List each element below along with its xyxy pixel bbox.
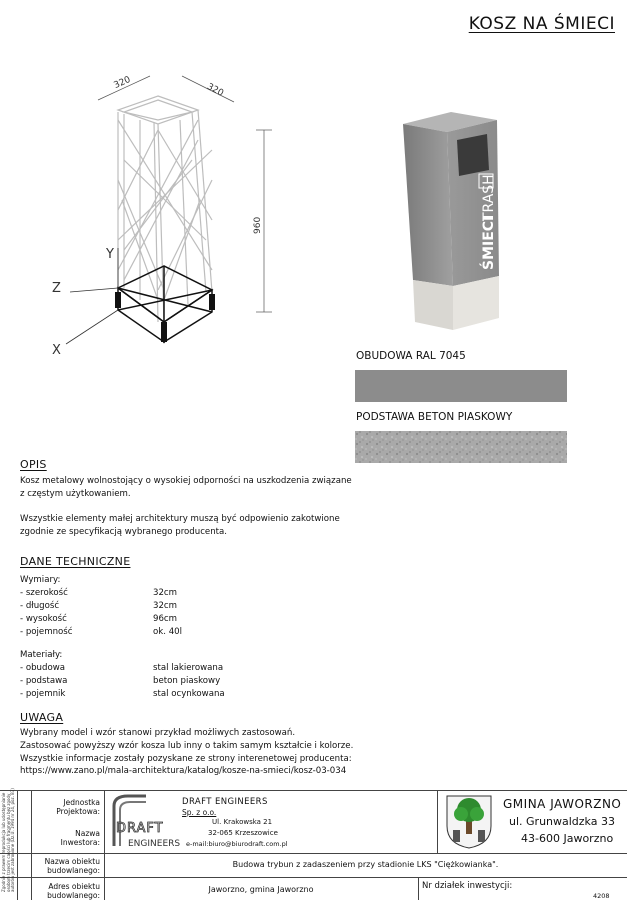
- label-adres: Adres obiektu budowlanego:: [47, 882, 100, 900]
- draft-engineers-logo: [106, 794, 186, 850]
- dim-depth-label: 320: [205, 81, 225, 99]
- svg-text:DRAFT: DRAFT: [116, 821, 164, 836]
- opis-heading: OPIS: [20, 458, 47, 471]
- gmina-address-2: 43-600 Jaworzno: [521, 832, 614, 845]
- company-email[interactable]: e-mail:biuro@biurodraft.com.pl: [186, 840, 288, 848]
- company-address-1: Ul. Krakowska 21: [212, 818, 273, 826]
- spec-row: - obudowa stal lakierowana: [20, 663, 224, 673]
- company-name: DRAFT ENGINEERS: [182, 797, 268, 807]
- opis-text-1: Kosz metalowy wolnostojący o wysokiej odporności na uszkodzenia związane: [20, 476, 352, 486]
- spec-row: - podstawa beton piaskowy: [20, 676, 221, 686]
- opis-text-2: z częstym użytkowaniem.: [20, 489, 131, 499]
- label-projektowa: Jednostka Projektowa:: [56, 798, 100, 816]
- svg-text:ENGINEERS: ENGINEERS: [128, 839, 181, 849]
- product-print-sub: TRASH: [481, 174, 497, 221]
- axis-z-label: Z: [52, 281, 61, 296]
- spec-row: - pojemność ok. 40l: [20, 627, 183, 637]
- label-inwestor: Nazwa Inwestora:: [60, 829, 100, 847]
- spec-row: - wysokość 96cm: [20, 614, 178, 624]
- opis-text-3: Wszystkie elementy małej architektury muszą być odpowienio zakotwione: [20, 514, 340, 524]
- gmina-name: GMINA JAWORZNO: [503, 797, 622, 811]
- swatch-beton-piaskowy: [355, 431, 567, 463]
- label-obiekt: Nazwa obiektu budowlanego:: [44, 857, 100, 875]
- dzialki-value: 4208: [593, 892, 610, 900]
- uwaga-text-1: Wybrany model i wzór stanowi przykład możliwych zastosowań.: [20, 728, 296, 738]
- company-address-2: 32-065 Krzeszowice: [208, 829, 278, 837]
- product-print-main: ŚMIECI: [481, 215, 497, 270]
- dzialki-label: Nr działek inwestycji:: [422, 881, 513, 891]
- wymiary-label: Wymiary:: [20, 575, 61, 585]
- swatch-label-obudowa: OBUDOWA RAL 7045: [356, 350, 466, 362]
- uwaga-text-3: Wszystkie informacje zostały pozyskane ze strony interenetowej producenta:: [20, 754, 352, 764]
- spec-row: - szerokość 32cm: [20, 588, 178, 598]
- gmina-address-1: ul. Grunwaldzka 33: [509, 815, 615, 828]
- materialy-label: Materiały:: [20, 650, 63, 660]
- uwaga-text-2: Zastosować powyższy wzór kosza lub inny o takim samym kształcie i kolorze.: [20, 741, 354, 751]
- adres-value: Jaworzno, gmina Jaworzno: [208, 885, 314, 894]
- dim-width-label: 320: [112, 74, 133, 92]
- page-title: KOSZ NA ŚMIECI: [468, 14, 615, 34]
- opis-text-4: zgodnie ze specyfikacją wybranego producenta.: [20, 527, 228, 537]
- spec-row: - pojemnik stal ocynkowana: [20, 689, 225, 699]
- swatch-ral-7045: [355, 370, 567, 402]
- gmina-crest: [443, 794, 495, 850]
- axis-y-label: Y: [106, 247, 114, 262]
- uwaga-link[interactable]: https://www.zano.pl/mala-architektura/katalog/kosze-na-smieci/kosz-03-034: [20, 766, 347, 776]
- wireframe-drawing: [40, 60, 300, 360]
- spec-row: - długość 32cm: [20, 601, 178, 611]
- axis-x-label: X: [52, 343, 61, 358]
- product-render: [395, 110, 515, 340]
- legal-note: Zgodnie z prawem reprodukcja lub udostępnianie osobom trzecim całości lub fragmentu bez zgody autorów jest zabronione (Dz.U. 1994 nr 24, poz. 83): [1, 788, 16, 892]
- swatch-label-podstawa: PODSTAWA BETON PIASKOWY: [356, 411, 513, 423]
- company-form: Sp. z o.o.: [182, 808, 217, 817]
- obiekt-value: Budowa trybun z zadaszeniem przy stadionie LKS "Ciężkowianka".: [232, 860, 499, 869]
- dane-heading: DANE TECHNICZNE: [20, 555, 131, 568]
- dim-height-label: 960: [253, 216, 263, 234]
- uwaga-heading: UWAGA: [20, 711, 64, 724]
